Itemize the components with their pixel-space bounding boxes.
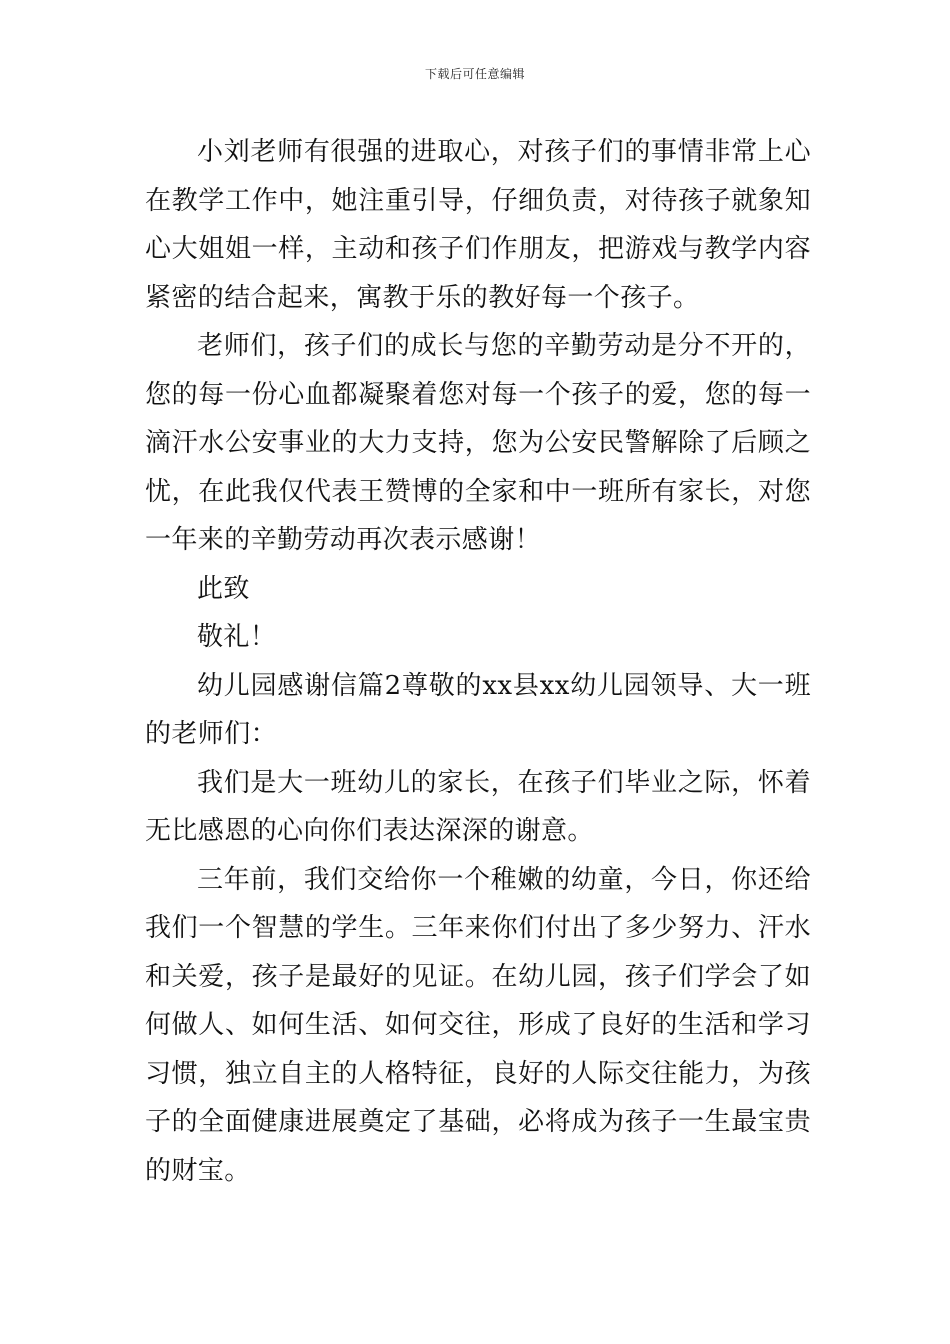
paragraph-letter-2-salutation: 幼儿园感谢信篇2尊敬的xx县xx幼儿园领导、大一班的老师们：: [145, 670, 811, 749]
paragraph-three-years: 三年前，我们交给你一个稚嫩的幼童，今日，你还给我们一个智慧的学生。三年来你们付出了多少努力、汗水和关爱，孩子是最好的见证。在幼儿园，孩子们学会了如何做人、如何生活、如何交往，形成了良好的生活和学习习惯，独立自主的人格特征，良好的人际交往能力，为孩子的全面健康进展奠定了基础，必将成为孩子一生最宝贵的财宝。: [145, 864, 811, 1186]
paragraph-teacher-liu: 小刘老师有很强的进取心，对孩子们的事情非常上心在教学工作中，她注重引导，仔细负责，对待孩子就象知心大姐姐一样，主动和孩子们作朋友，把游戏与教学内容紧密的结合起来，寓教于乐的教好每一个孩子。: [145, 137, 811, 313]
paragraph-thanks-teachers: 老师们，孩子们的成长与您的辛勤劳动是分不开的，您的每一份心血都凝聚着您对每一个孩子的爱，您的每一滴汗水公安事业的大力支持，您为公安民警解除了后顾之忧，在此我仅代表王赞博的全家和中一班所有家长，对您一年来的辛勤劳动再次表示感谢！: [145, 331, 811, 555]
paragraph-parents-intro: 我们是大一班幼儿的家长，在孩子们毕业之际，怀着无比感恩的心向你们表达深深的谢意。: [145, 767, 811, 846]
paragraph-closing-cizhi: 此致: [197, 573, 250, 604]
paragraph-closing-jingli: 敬礼！: [197, 622, 277, 652]
letter-body: [145, 128, 811, 1195]
page-header-note: 下载后可任意编辑: [424, 67, 525, 81]
